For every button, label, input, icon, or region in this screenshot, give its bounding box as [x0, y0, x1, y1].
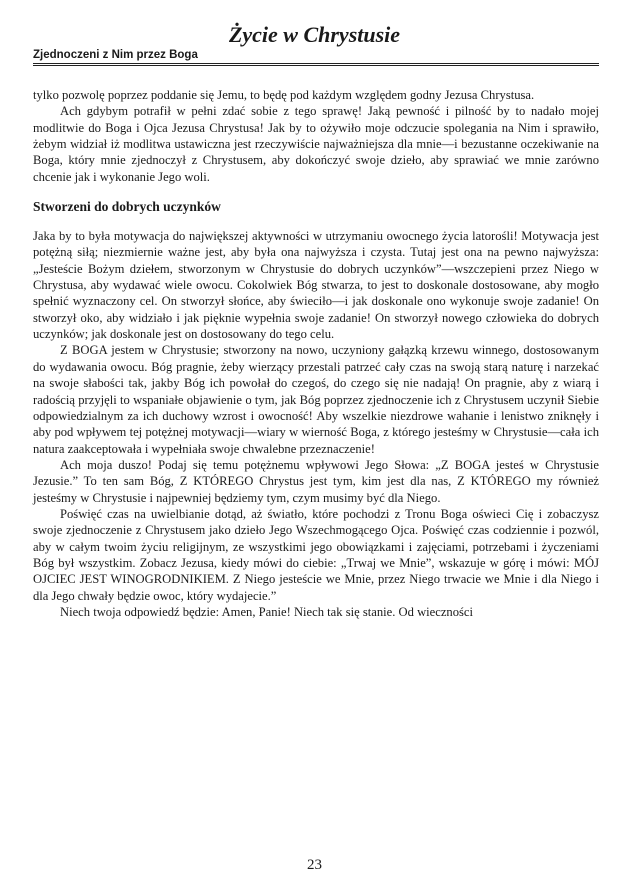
paragraph: Ach moja duszo! Podaj się temu potężnemu wpływowi Jego Słowa: „Z BOGA jesteś w Chrystusie Jezusie.” To ten sam Bóg, Z KTÓREGO Chrystus jest tym, kim jest dla nas, Z KTÓREGO my również jesteśmy w Chrystusie i najpewniej będziemy tym, czym musimy być dla Niego. [33, 457, 599, 505]
header-rule-top [33, 63, 599, 64]
section-header: Zjednoczeni z Nim przez Boga [33, 49, 198, 61]
paragraph: Niech twoja odpowiedź będzie: Amen, Panie! Niech tak się stanie. Od wieczności [60, 604, 474, 619]
paragraph: Poświęć czas na uwielbianie dotąd, aż światło, które pochodzi z Tronu Boga oświeci Cię i zobaczysz swoje zjednoczenie z Chrystusem jako dzieło Jego Wszechmogącego Ojca. Poświęć czas codziennie i pozwól, aby w całym twoim życiu religijnym, ze wszystkimi jego obowiązkami i zajęciami, potrzebami i życzeniami Bóg był wszystkim. Zobacz Jezusa, kiedy mówi do ciebie: „Trwaj we Mnie”, wskazuje w górę i mówi: MÓJ OJCIEC JEST WINOGRODNIKIEM. Z Niego jesteście we Mnie, przez Niego trwacie we Mnie i dla Niego i dla Jego chwały będzie owoc, który wydajecie.” [33, 506, 599, 603]
paragraph: Jaka by to była motywacja do największej aktywności w utrzymaniu owocnego życia latorośli! Motywacja jest potężną siłą; niezmiernie ważne jest, aby była ona najwyższa i czysta. Tutaj jest ona na pewno najwyższa: „Jesteście Bożym dziełem, stworzonym w Chrystusie do dobrych uczynków”—wszczepieni przez Niego w Chrystusa, aby wydawać wiele owocu. Cokolwiek Bóg stwarza, to jest to doskonale dostosowane, aby mogło spełnić wyznaczony cel. On stworzył słońce, aby świeciło—i jak doskonale ono wykonuje swoje zadanie! On stworzył oko, aby widziało i jak pięknie wypełnia swoje zadanie! On stworzył nowego człowieka do dobrych uczynków; jak doskonale jest on dostosowany do tego celu. [33, 229, 599, 342]
paragraph: Ach gdybym potrafił w pełni zdać sobie z tego sprawę! Jaką pewność i pilność by to nadało mojej modlitwie do Boga i Ojca Jezusa Chrystusa! Jak by to ożywiło moje odczucie spolegania na Nim i sprawiło, żebym widział iż modlitwa ustawiczna jest rzeczywiście najważniejsza dla mnie—i bezustanne oczekiwanie na Boga, który mnie zjednoczył z Chrystusem, aby dokończyć swoje dzieło, aby sprawiać we mnie zarówno chcenie jak i wykonanie Jego woli. [33, 104, 599, 184]
header-rule-bottom [33, 65, 599, 66]
section-heading: Stworzeni do dobrych uczynków [33, 199, 221, 215]
paragraph: Z BOGA jestem w Chrystusie; stworzony na nowo, uczyniony gałązką krzewu winnego, dostosowanym do wydawania owocu. Bóg pragnie, żeby wierzący przestali patrzeć cały czas na swoją starą naturę i narzekać na swoje słabości tak, jakby Bóg ich powołał do czegoś, do czego się nie nadają! On pragnie, aby z wiarą i radością przyjęli to wspaniałe objawienie o tym, jak Bóg poprzez zjednoczenie ich z Chrystusem uczynił Siebie odpowiedzialnym za ich duchowy wzrost i owocność! Aby wszelkie niezdrowe wahanie i lenistwo zniknęły i aby pod wpływem tej potężnej motywacji—wiary w wierność Boga, z którego jesteśmy w Chrystusie—cała ich natura zaakceptowała i wypełniała swoje chwalebne przeznaczenie! [33, 343, 599, 456]
page-body [33, 87, 599, 620]
book-title: Życie w Chrystusie [228, 22, 401, 47]
paragraph: tylko pozwolę poprzez poddanie się Jemu, to będę pod każdym względem godny Jezusa Chrystusa. [33, 88, 535, 102]
page-number: 23 [307, 857, 322, 873]
